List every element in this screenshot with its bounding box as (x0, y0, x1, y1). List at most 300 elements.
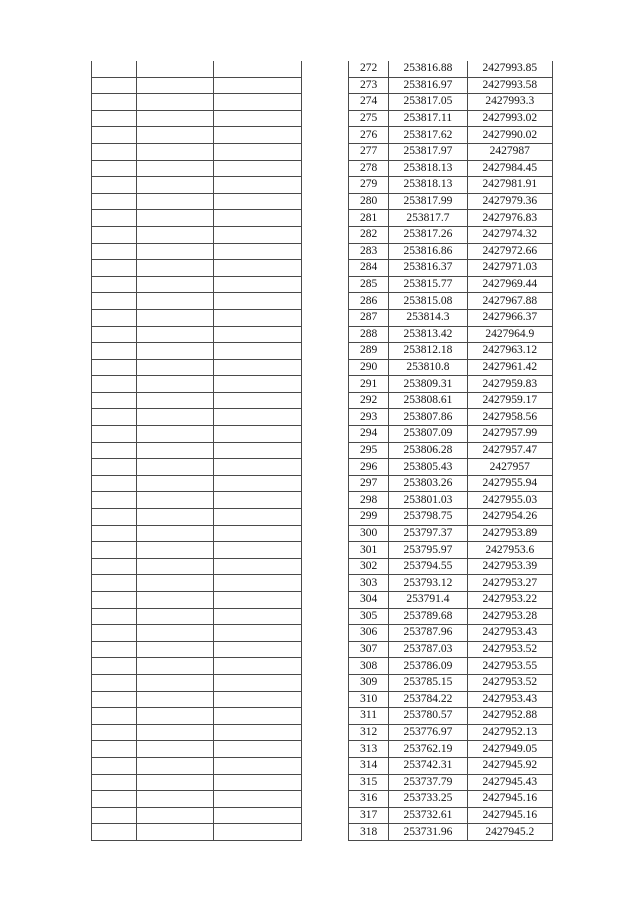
blank-cell (137, 592, 214, 609)
y-coordinate-cell: 2427963.12 (467, 343, 552, 360)
blank-cell (137, 143, 214, 160)
left-table-body (92, 61, 302, 840)
y-coordinate-cell: 2427993.02 (467, 110, 552, 127)
table-row (349, 757, 553, 774)
blank-cell (92, 260, 137, 277)
blank-cell (92, 459, 137, 476)
y-coordinate-cell: 2427954.26 (467, 509, 552, 526)
blank-cell (214, 226, 302, 243)
table-row (349, 442, 553, 459)
y-coordinate-cell: 2427945.16 (467, 791, 552, 808)
point-number-cell: 314 (349, 757, 389, 774)
x-coordinate-cell: 253807.86 (389, 409, 467, 426)
blank-cell (214, 691, 302, 708)
table-row (349, 459, 553, 476)
blank-table-row (92, 558, 302, 575)
blank-cell (137, 575, 214, 592)
blank-cell (137, 791, 214, 808)
x-coordinate-cell: 253806.28 (389, 442, 467, 459)
x-coordinate-cell: 253801.03 (389, 492, 467, 509)
x-coordinate-cell: 253776.97 (389, 724, 467, 741)
blank-cell (137, 359, 214, 376)
y-coordinate-cell: 2427955.94 (467, 475, 552, 492)
table-row (349, 143, 553, 160)
point-number-cell: 274 (349, 94, 389, 111)
blank-cell (214, 475, 302, 492)
blank-table-row (92, 293, 302, 310)
x-coordinate-cell: 253810.8 (389, 359, 467, 376)
blank-cell (214, 575, 302, 592)
blank-table-row (92, 674, 302, 691)
table-row (349, 343, 553, 360)
blank-cell (92, 409, 137, 426)
blank-cell (92, 94, 137, 111)
blank-cell (92, 741, 137, 758)
point-number-cell: 306 (349, 625, 389, 642)
table-row (349, 509, 553, 526)
table-row (349, 177, 553, 194)
table-row (349, 658, 553, 675)
x-coordinate-cell: 253803.26 (389, 475, 467, 492)
blank-table-row (92, 724, 302, 741)
point-number-cell: 296 (349, 459, 389, 476)
blank-table-row (92, 409, 302, 426)
blank-cell (214, 608, 302, 625)
blank-cell (92, 143, 137, 160)
blank-cell (214, 160, 302, 177)
point-number-cell: 272 (349, 61, 389, 77)
blank-cell (92, 127, 137, 144)
blank-cell (214, 177, 302, 194)
point-number-cell: 282 (349, 226, 389, 243)
x-coordinate-cell: 253815.77 (389, 276, 467, 293)
blank-cell (92, 558, 137, 575)
blank-table-row (92, 359, 302, 376)
blank-table-row (92, 392, 302, 409)
blank-cell (214, 442, 302, 459)
y-coordinate-cell: 2427993.58 (467, 77, 552, 94)
point-number-cell: 280 (349, 193, 389, 210)
blank-table-row (92, 691, 302, 708)
y-coordinate-cell: 2427952.88 (467, 708, 552, 725)
blank-table-row (92, 326, 302, 343)
blank-cell (92, 61, 137, 77)
blank-cell (92, 110, 137, 127)
blank-cell (92, 807, 137, 824)
y-coordinate-cell: 2427964.9 (467, 326, 552, 343)
blank-cell (214, 492, 302, 509)
blank-cell (137, 193, 214, 210)
blank-cell (214, 641, 302, 658)
blank-table-row (92, 127, 302, 144)
x-coordinate-cell: 253818.13 (389, 177, 467, 194)
table-row (349, 210, 553, 227)
blank-cell (137, 276, 214, 293)
blank-cell (92, 276, 137, 293)
x-coordinate-cell: 253731.96 (389, 824, 467, 841)
point-number-cell: 294 (349, 426, 389, 443)
point-number-cell: 290 (349, 359, 389, 376)
blank-cell (214, 309, 302, 326)
blank-cell (214, 791, 302, 808)
point-number-cell: 284 (349, 260, 389, 277)
blank-cell (137, 260, 214, 277)
blank-table-row (92, 592, 302, 609)
y-coordinate-cell: 2427966.37 (467, 309, 552, 326)
x-coordinate-cell: 253816.37 (389, 260, 467, 277)
table-row (349, 608, 553, 625)
table-row (349, 592, 553, 609)
x-coordinate-cell: 253814.3 (389, 309, 467, 326)
blank-cell (214, 741, 302, 758)
blank-table-row (92, 708, 302, 725)
blank-cell (214, 674, 302, 691)
blank-cell (92, 492, 137, 509)
blank-cell (137, 492, 214, 509)
blank-table-row (92, 61, 302, 77)
blank-cell (92, 343, 137, 360)
table-row (349, 77, 553, 94)
point-number-cell: 309 (349, 674, 389, 691)
blank-cell (92, 625, 137, 642)
y-coordinate-cell: 2427953.27 (467, 575, 552, 592)
blank-table-row (92, 243, 302, 260)
blank-table-row (92, 376, 302, 393)
blank-cell (92, 475, 137, 492)
blank-table-row (92, 193, 302, 210)
y-coordinate-cell: 2427955.03 (467, 492, 552, 509)
blank-cell (92, 293, 137, 310)
point-number-cell: 299 (349, 509, 389, 526)
y-coordinate-cell: 2427952.13 (467, 724, 552, 741)
blank-table-row (92, 575, 302, 592)
blank-cell (137, 376, 214, 393)
blank-cell (137, 807, 214, 824)
table-row (349, 492, 553, 509)
blank-cell (137, 409, 214, 426)
point-number-cell: 283 (349, 243, 389, 260)
blank-cell (214, 757, 302, 774)
point-number-cell: 304 (349, 592, 389, 609)
y-coordinate-cell: 2427953.55 (467, 658, 552, 675)
point-number-cell: 278 (349, 160, 389, 177)
blank-cell (92, 608, 137, 625)
point-number-cell: 285 (349, 276, 389, 293)
y-coordinate-cell: 2427945.92 (467, 757, 552, 774)
blank-cell (214, 807, 302, 824)
blank-cell (92, 160, 137, 177)
blank-cell (137, 525, 214, 542)
x-coordinate-cell: 253813.42 (389, 326, 467, 343)
table-row (349, 741, 553, 758)
blank-cell (137, 608, 214, 625)
blank-table-row (92, 160, 302, 177)
x-coordinate-cell: 253787.96 (389, 625, 467, 642)
blank-cell (137, 110, 214, 127)
blank-table-row (92, 824, 302, 841)
blank-cell (92, 243, 137, 260)
y-coordinate-cell: 2427959.17 (467, 392, 552, 409)
point-number-cell: 281 (349, 210, 389, 227)
table-row (349, 625, 553, 642)
point-number-cell: 303 (349, 575, 389, 592)
point-number-cell: 315 (349, 774, 389, 791)
y-coordinate-cell: 2427969.44 (467, 276, 552, 293)
y-coordinate-cell: 2427990.02 (467, 127, 552, 144)
y-coordinate-cell: 2427958.56 (467, 409, 552, 426)
blank-cell (214, 409, 302, 426)
x-coordinate-cell: 253816.97 (389, 77, 467, 94)
table-row (349, 558, 553, 575)
blank-cell (137, 426, 214, 443)
blank-cell (214, 293, 302, 310)
y-coordinate-cell: 2427945.43 (467, 774, 552, 791)
table-row (349, 774, 553, 791)
blank-cell (137, 674, 214, 691)
blank-cell (214, 260, 302, 277)
y-coordinate-cell: 2427945.2 (467, 824, 552, 841)
x-coordinate-cell: 253733.25 (389, 791, 467, 808)
y-coordinate-cell: 2427953.43 (467, 625, 552, 642)
x-coordinate-cell: 253816.88 (389, 61, 467, 77)
blank-cell (137, 177, 214, 194)
x-coordinate-cell: 253737.79 (389, 774, 467, 791)
x-coordinate-cell: 253805.43 (389, 459, 467, 476)
blank-cell (137, 509, 214, 526)
x-coordinate-cell: 253817.26 (389, 226, 467, 243)
blank-cell (214, 392, 302, 409)
blank-table-row (92, 309, 302, 326)
table-row (349, 260, 553, 277)
x-coordinate-cell: 253812.18 (389, 343, 467, 360)
point-number-cell: 295 (349, 442, 389, 459)
blank-table-row (92, 343, 302, 360)
y-coordinate-cell: 2427959.83 (467, 376, 552, 393)
blank-cell (214, 326, 302, 343)
y-coordinate-cell: 2427974.32 (467, 226, 552, 243)
point-number-cell: 308 (349, 658, 389, 675)
blank-cell (137, 724, 214, 741)
blank-cell (137, 326, 214, 343)
blank-cell (92, 309, 137, 326)
x-coordinate-cell: 253797.37 (389, 525, 467, 542)
blank-table-row (92, 608, 302, 625)
table-row (349, 276, 553, 293)
table-row (349, 724, 553, 741)
table-row (349, 359, 553, 376)
blank-cell (214, 343, 302, 360)
blank-cell (214, 592, 302, 609)
y-coordinate-cell: 2427953.89 (467, 525, 552, 542)
point-number-cell: 291 (349, 376, 389, 393)
table-row (349, 691, 553, 708)
blank-table-row (92, 475, 302, 492)
point-number-cell: 313 (349, 741, 389, 758)
table-row (349, 94, 553, 111)
left-blank-table (91, 61, 302, 841)
blank-cell (137, 691, 214, 708)
y-coordinate-cell: 2427953.39 (467, 558, 552, 575)
blank-cell (137, 658, 214, 675)
blank-cell (92, 691, 137, 708)
point-number-cell: 286 (349, 293, 389, 310)
x-coordinate-cell: 253808.61 (389, 392, 467, 409)
y-coordinate-cell: 2427957.47 (467, 442, 552, 459)
blank-cell (214, 77, 302, 94)
point-number-cell: 293 (349, 409, 389, 426)
blank-cell (214, 558, 302, 575)
blank-cell (92, 426, 137, 443)
blank-table-row (92, 77, 302, 94)
blank-cell (92, 177, 137, 194)
point-number-cell: 289 (349, 343, 389, 360)
x-coordinate-cell: 253798.75 (389, 509, 467, 526)
blank-cell (137, 542, 214, 559)
blank-cell (214, 658, 302, 675)
blank-table-row (92, 459, 302, 476)
y-coordinate-cell: 2427972.66 (467, 243, 552, 260)
blank-cell (137, 61, 214, 77)
blank-table-row (92, 276, 302, 293)
blank-cell (92, 525, 137, 542)
blank-cell (214, 459, 302, 476)
coordinate-table (348, 61, 553, 841)
point-number-cell: 279 (349, 177, 389, 194)
y-coordinate-cell: 2427981.91 (467, 177, 552, 194)
blank-table-row (92, 791, 302, 808)
blank-table-row (92, 774, 302, 791)
blank-cell (214, 376, 302, 393)
blank-cell (92, 592, 137, 609)
x-coordinate-cell: 253785.15 (389, 674, 467, 691)
x-coordinate-cell: 253742.31 (389, 757, 467, 774)
blank-table-row (92, 542, 302, 559)
blank-cell (214, 359, 302, 376)
x-coordinate-cell: 253789.68 (389, 608, 467, 625)
blank-table-row (92, 741, 302, 758)
blank-table-row (92, 641, 302, 658)
blank-cell (137, 226, 214, 243)
x-coordinate-cell: 253762.19 (389, 741, 467, 758)
blank-cell (137, 343, 214, 360)
point-number-cell: 310 (349, 691, 389, 708)
blank-cell (92, 674, 137, 691)
point-number-cell: 311 (349, 708, 389, 725)
point-number-cell: 297 (349, 475, 389, 492)
point-number-cell: 302 (349, 558, 389, 575)
blank-cell (137, 459, 214, 476)
x-coordinate-cell: 253817.7 (389, 210, 467, 227)
blank-cell (137, 475, 214, 492)
y-coordinate-cell: 2427976.83 (467, 210, 552, 227)
x-coordinate-cell: 253780.57 (389, 708, 467, 725)
blank-table-row (92, 525, 302, 542)
blank-table-row (92, 807, 302, 824)
table-row (349, 807, 553, 824)
y-coordinate-cell: 2427953.22 (467, 592, 552, 609)
blank-cell (92, 791, 137, 808)
y-coordinate-cell: 2427984.45 (467, 160, 552, 177)
y-coordinate-cell: 2427953.52 (467, 674, 552, 691)
table-row (349, 193, 553, 210)
blank-cell (92, 774, 137, 791)
blank-table-row (92, 426, 302, 443)
table-row (349, 392, 553, 409)
blank-cell (137, 824, 214, 841)
x-coordinate-cell: 253817.62 (389, 127, 467, 144)
blank-cell (92, 824, 137, 841)
y-coordinate-cell: 2427957.99 (467, 426, 552, 443)
point-number-cell: 276 (349, 127, 389, 144)
blank-cell (92, 77, 137, 94)
x-coordinate-cell: 253795.97 (389, 542, 467, 559)
x-coordinate-cell: 253807.09 (389, 426, 467, 443)
blank-cell (137, 625, 214, 642)
y-coordinate-cell: 2427987 (467, 143, 552, 160)
blank-cell (137, 77, 214, 94)
blank-cell (214, 276, 302, 293)
table-row (349, 791, 553, 808)
blank-cell (137, 708, 214, 725)
blank-cell (92, 641, 137, 658)
blank-cell (214, 143, 302, 160)
y-coordinate-cell: 2427953.6 (467, 542, 552, 559)
blank-cell (137, 558, 214, 575)
point-number-cell: 300 (349, 525, 389, 542)
blank-table-row (92, 226, 302, 243)
x-coordinate-cell: 253786.09 (389, 658, 467, 675)
x-coordinate-cell: 253794.55 (389, 558, 467, 575)
point-number-cell: 317 (349, 807, 389, 824)
table-row (349, 243, 553, 260)
blank-table-row (92, 110, 302, 127)
point-number-cell: 305 (349, 608, 389, 625)
table-row (349, 376, 553, 393)
x-coordinate-cell: 253817.99 (389, 193, 467, 210)
blank-cell (214, 774, 302, 791)
x-coordinate-cell: 253787.03 (389, 641, 467, 658)
x-coordinate-cell: 253816.86 (389, 243, 467, 260)
blank-cell (214, 127, 302, 144)
point-number-cell: 316 (349, 791, 389, 808)
x-coordinate-cell: 253793.12 (389, 575, 467, 592)
blank-cell (214, 824, 302, 841)
blank-cell (214, 193, 302, 210)
blank-cell (92, 575, 137, 592)
blank-cell (137, 243, 214, 260)
x-coordinate-cell: 253817.05 (389, 94, 467, 111)
y-coordinate-cell: 2427993.85 (467, 61, 552, 77)
blank-table-row (92, 94, 302, 111)
x-coordinate-cell: 253732.61 (389, 807, 467, 824)
blank-cell (137, 293, 214, 310)
blank-table-row (92, 658, 302, 675)
y-coordinate-cell: 2427957 (467, 459, 552, 476)
table-row (349, 575, 553, 592)
table-row (349, 127, 553, 144)
y-coordinate-cell: 2427949.05 (467, 741, 552, 758)
x-coordinate-cell: 253809.31 (389, 376, 467, 393)
blank-cell (92, 708, 137, 725)
y-coordinate-cell: 2427979.36 (467, 193, 552, 210)
blank-cell (137, 741, 214, 758)
x-coordinate-cell: 253817.11 (389, 110, 467, 127)
point-number-cell: 292 (349, 392, 389, 409)
blank-cell (92, 542, 137, 559)
point-number-cell: 273 (349, 77, 389, 94)
blank-cell (137, 641, 214, 658)
blank-cell (137, 309, 214, 326)
